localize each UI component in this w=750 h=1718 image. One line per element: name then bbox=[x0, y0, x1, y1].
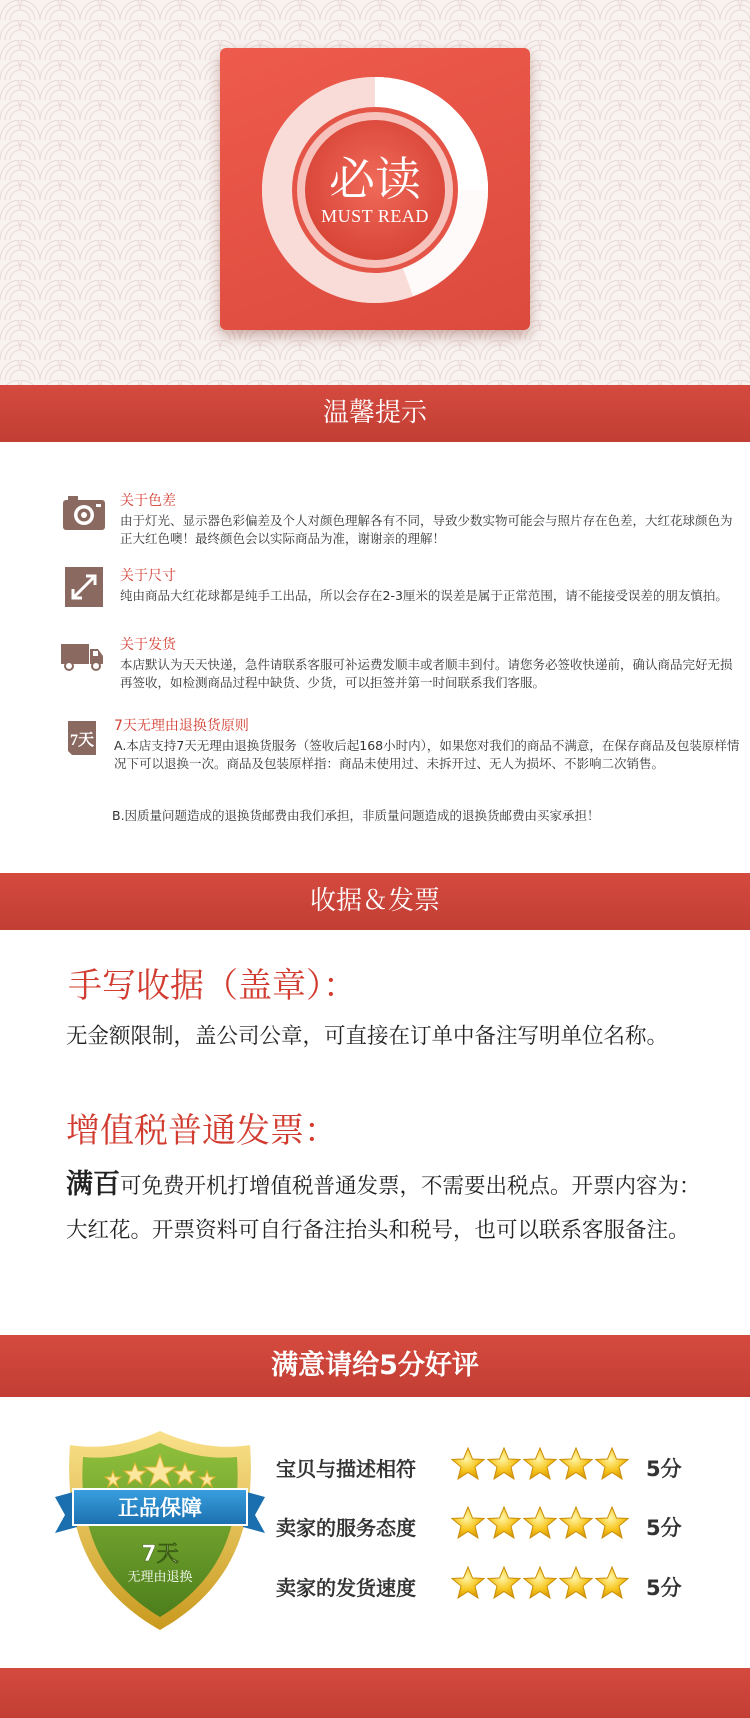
must-read-title-en: MUST READ bbox=[321, 206, 429, 226]
rating-row-service bbox=[268, 1504, 688, 1546]
star-icon bbox=[451, 1506, 487, 1542]
must-read-title-cn: 必读 bbox=[329, 152, 421, 206]
tip-text: 纯由商品大红花球都是纯手工出品，所以会存在2-3厘米的误差是属于正常范围，请不能接受误差的朋友慎拍。 bbox=[120, 588, 728, 603]
vat-invoice-title: 增值税普通发票： bbox=[66, 1111, 338, 1151]
tip-text: 本店默认为天天快递，急件请联系客服可补运费发顺丰或者顺丰到付。请您务必签收快递前，确认商品完好无损再签收，如检测商品过程中缺货、少货，可以拒签并第一时间联系我们客服。 bbox=[120, 657, 733, 690]
vat-invoice-text bbox=[66, 1163, 716, 1253]
rating-label: 卖家的服务态度 bbox=[276, 1516, 416, 1540]
seven-days-icon bbox=[62, 717, 106, 757]
tip-text: 由于灯光、显示器色彩偏差及个人对颜色理解各有不同，导致少数实物可能会与照片存在色差，大红花球颜色为正大红色噢！最终颜色会以实际商品为准，谢谢亲的理解！ bbox=[120, 513, 733, 546]
star-icon bbox=[595, 1447, 631, 1483]
rating-score: 5分 bbox=[646, 1457, 682, 1481]
badge-days-text: 7天 bbox=[141, 1542, 179, 1567]
rating-label: 宝贝与描述相符 bbox=[276, 1457, 416, 1481]
rating-row-shipping-speed bbox=[268, 1564, 688, 1606]
star-icon bbox=[559, 1566, 595, 1602]
vat-invoice-body: 可免费开机打增值税普通发票，不需要出税点。开票内容为：大红花。开票资料可自行备注抬头和税号，也可以联系客服备注。 bbox=[66, 1174, 701, 1243]
star-icon bbox=[595, 1506, 631, 1542]
genuine-guarantee-badge-icon bbox=[55, 1425, 265, 1635]
rating-stars bbox=[451, 1447, 641, 1485]
star-icon bbox=[451, 1447, 487, 1483]
hero-section bbox=[0, 0, 750, 385]
return-postage-note: B.因质量问题造成的退换货邮费由我们承担，非质量问题造成的退换货邮费由买家承担！ bbox=[112, 808, 600, 823]
star-icon bbox=[451, 1566, 487, 1602]
rating-score: 5分 bbox=[646, 1576, 682, 1600]
must-read-card bbox=[220, 48, 530, 330]
tip-title: 关于发货 bbox=[120, 637, 176, 653]
rating-score: 5分 bbox=[646, 1516, 682, 1540]
badge-ribbon-text: 正品保障 bbox=[118, 1496, 202, 1520]
tip-title: 关于色差 bbox=[120, 493, 176, 509]
rating-label: 卖家的发货速度 bbox=[276, 1576, 416, 1600]
rating-stars bbox=[451, 1506, 641, 1544]
camera-icon bbox=[62, 492, 106, 532]
tip-title: 关于尺寸 bbox=[120, 568, 176, 584]
badge-sub-text: 无理由退换 bbox=[127, 1570, 193, 1585]
receipt-title: 手写收据（盖章）： bbox=[68, 966, 357, 1006]
seven-days-icon-text: 7天 bbox=[69, 732, 95, 749]
truck-icon bbox=[58, 636, 106, 676]
rating-row-description bbox=[268, 1445, 688, 1487]
star-icon bbox=[523, 1447, 559, 1483]
receipt-text: 无金额限制，盖公司公章，可直接在订单中备注写明单位名称。 bbox=[66, 1024, 669, 1049]
footer-banner bbox=[0, 1668, 750, 1718]
star-icon bbox=[487, 1506, 523, 1542]
rating-stars bbox=[451, 1566, 641, 1604]
star-icon bbox=[487, 1447, 523, 1483]
invoice-heading: 收据＆发票 bbox=[0, 873, 750, 930]
star-icon bbox=[523, 1566, 559, 1602]
tip-title: 7天无理由退换货原则 bbox=[114, 718, 249, 734]
star-icon bbox=[559, 1447, 595, 1483]
resize-arrow-icon bbox=[62, 567, 106, 607]
tips-heading: 温馨提示 bbox=[0, 385, 750, 442]
star-icon bbox=[523, 1506, 559, 1542]
vat-threshold: 满百 bbox=[66, 1169, 120, 1200]
rating-heading: 满意请给5分好评 bbox=[0, 1335, 750, 1397]
star-icon bbox=[559, 1506, 595, 1542]
star-icon bbox=[595, 1566, 631, 1602]
tip-text: A.本店支持7天无理由退换货服务（签收后起168小时内），如果您对我们的商品不满意，在保存商品及包装原样情况下可以退换一次。商品及包装原样指：商品未使用过、未拆开过、无人为损坏、不影响二次销售。 bbox=[114, 738, 740, 771]
star-icon bbox=[487, 1566, 523, 1602]
